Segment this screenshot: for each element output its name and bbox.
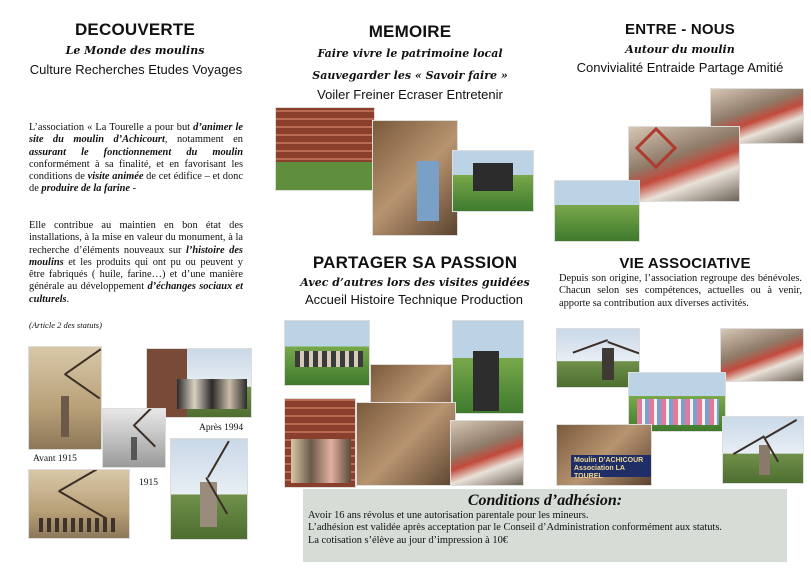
- statut-note: (Article 2 des statuts): [29, 320, 102, 330]
- partager-subtitle: Accueil Histoire Technique Production: [305, 292, 523, 307]
- photo-ruined-mill-1915: [102, 408, 166, 468]
- conditions-line-2: L’adhésion est validée après acceptation par le Conseil d’Administration conformément aux statuts.: [308, 522, 722, 534]
- decouverte-title: DECOUVERTE: [74, 20, 196, 39]
- photo-outdoor-stand: [554, 180, 640, 242]
- decouverte-subtitle: Culture Recherches Etudes Voyages: [29, 62, 243, 77]
- decouverte-paragraph-2: Elle contribue au maintien en bon état des installations, à la mise en valeur du monument, à la recherche d’éléments nouveaux sur l’histoire des moulins et les produits qui ont pu ou peuvent y être fabriqués ( huile, farine…) et d’une manière générale au développement d’échanges sociaux et culturels.: [29, 220, 243, 305]
- photo-people-talking: [450, 420, 524, 486]
- decouverte-tagline: Le Monde des moulins: [65, 44, 205, 57]
- conditions-title: Conditions d’adhésion:: [467, 492, 623, 509]
- photo-costume-gathering: [628, 126, 740, 202]
- photo-mill-mechanism: [452, 150, 534, 212]
- memoire-tagline-1: Faire vivre le patrimoine local: [317, 47, 503, 60]
- photo-association-meal: [720, 328, 804, 382]
- memoire-subtitle: Voiler Freiner Ecraser Entretenir: [317, 87, 503, 102]
- photo-mill-sail-work: [275, 107, 375, 191]
- entre-nous-title: ENTRE - NOUS: [625, 21, 735, 38]
- photo-grinding-stones: [372, 120, 458, 236]
- photo-children-group: [628, 372, 726, 432]
- memoire-tagline-2: Sauvegarder les « Savoir faire »: [312, 69, 508, 82]
- caption-1915: 1915: [136, 477, 161, 489]
- photo-group-inside: [356, 402, 456, 486]
- photo-guide-talk: [452, 320, 524, 414]
- decouverte-paragraph-1: L’association « La Tourelle a pour but d’animer le site du moulin d’Achicourt, notamment en assurant le fonctionnement du moulin conformément à sa finalité, et en favorisant les conditions de visite animée de cet édifice – et donc de produire de la farine -: [29, 122, 243, 195]
- photo-restored-mill: [170, 438, 248, 540]
- caption-apres-1994: Après 1994: [196, 422, 246, 434]
- partager-tagline: Avec d’autres lors des visites guidées: [300, 276, 530, 289]
- memoire-title: MEMOIRE: [368, 22, 452, 41]
- photo-restored-mill-sky: [722, 416, 804, 484]
- conditions-line-1: Avoir 16 ans révolus et une autorisation parentale pour les mineurs.: [308, 510, 589, 521]
- entre-nous-subtitle: Convivialité Entraide Partage Amitié: [576, 60, 784, 75]
- vie-associative-title: VIE ASSOCIATIVE: [619, 255, 751, 272]
- conditions-box: [303, 489, 787, 562]
- caption-avant-1915: Avant 1915: [30, 453, 80, 465]
- association-sign-board: Moulin D’ACHICOUR Association LA TOUREL: [571, 455, 651, 477]
- vie-associative-text: Depuis son origine, l’association regroupe des bénévoles. Chacun selon ses compétences, actuelles ou à venir, apporte sa contribution aux diverses activités.: [559, 273, 802, 309]
- photo-visitors-outside: [284, 320, 370, 386]
- partager-title: PARTAGER SA PASSION: [312, 253, 518, 272]
- photo-association-sign: [556, 424, 652, 486]
- photo-children-visit: [284, 398, 356, 488]
- photo-mill-avant-1915: [28, 346, 102, 450]
- conditions-line-3: La cotisation s’élève au jour d’impression à 10€: [308, 534, 508, 546]
- photo-old-mill-group: [28, 469, 130, 539]
- entre-nous-tagline: Autour du moulin: [625, 43, 735, 56]
